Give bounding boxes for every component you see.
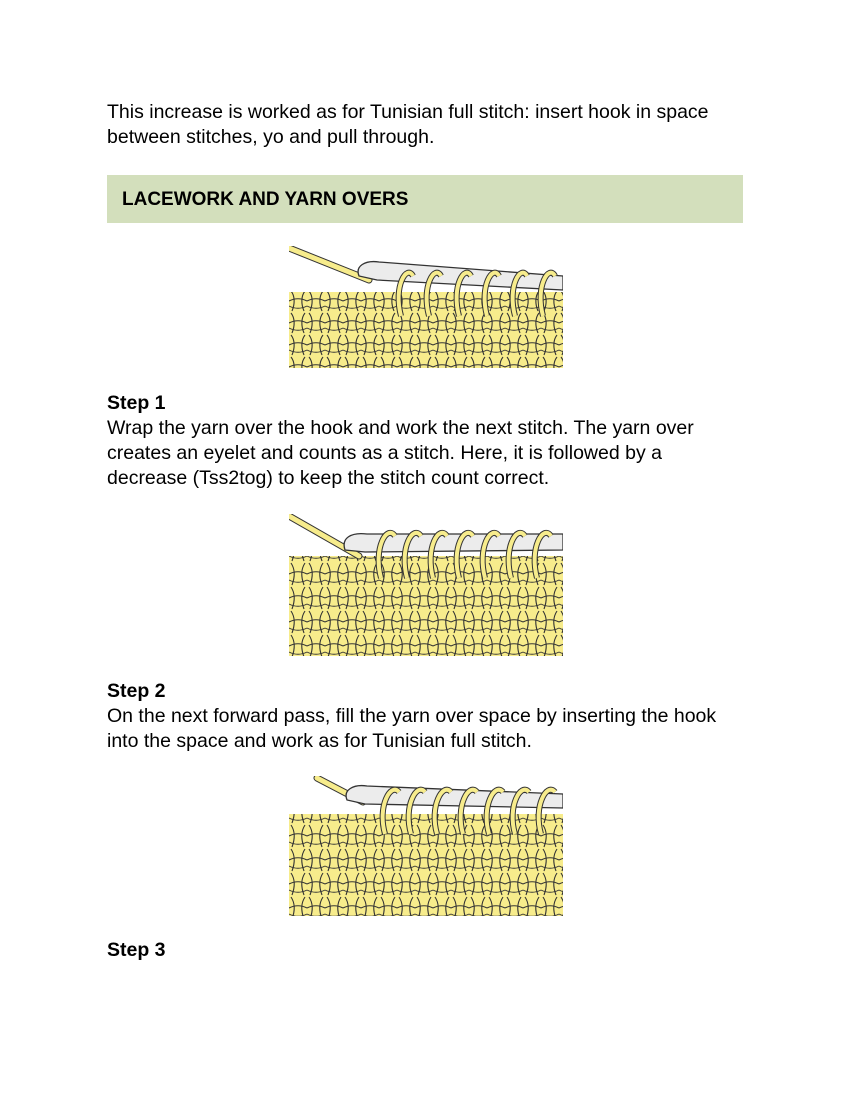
step-2-illustration [289,514,563,656]
step-2-text: On the next forward pass, fill the yarn over space by inserting the hook into the space and work as for Tunisian full stitch. [107,705,717,752]
step-3-heading: Step 3 [107,939,166,961]
step-1-text: Wrap the yarn over the hook and work the next stitch. The yarn over creates an eyelet and counts as a stitch. Here, it is followed by a decrease (Tss2tog) to keep the stitch count correct. [107,417,694,489]
step-1-heading: Step 1 [107,392,166,414]
section-title: LACEWORK AND YARN OVERS [122,189,409,210]
intro-paragraph: This increase is worked as for Tunisian full stitch: insert hook in space between stitches, yo and pull through. [107,101,709,148]
step-1-illustration [289,246,563,368]
step-2-heading: Step 2 [107,680,166,702]
section-banner [107,175,743,223]
step-3-illustration [289,776,563,916]
